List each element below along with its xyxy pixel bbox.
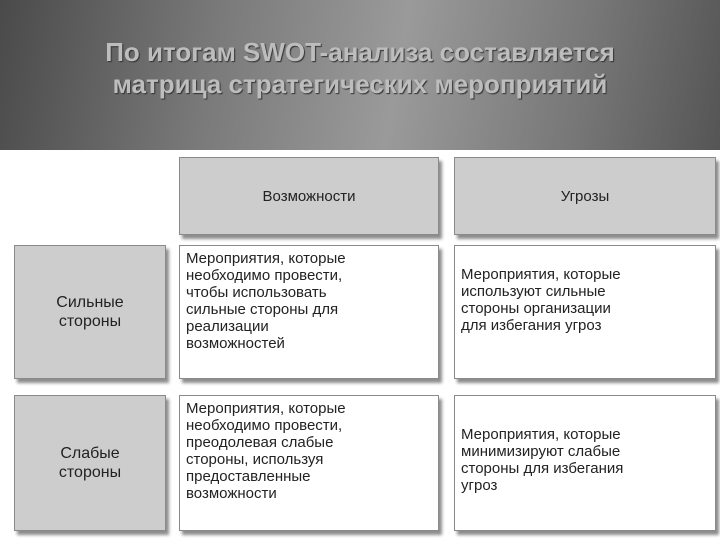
slide-title — [0, 36, 720, 100]
row-header-label: Сильные стороны — [56, 294, 124, 330]
cell-strengths-threats — [454, 245, 716, 379]
row-header-label: Слабые стороны — [58, 445, 122, 481]
cell-text: Мероприятия, которые используют сильные стороны организации для избегания угроз — [461, 266, 621, 334]
column-header-opportunities — [179, 157, 439, 235]
slide-title-line-1: По итогам SWOT-анализа составляется — [105, 37, 615, 67]
column-header-threats — [454, 157, 716, 235]
column-header-label: Возможности — [262, 187, 356, 205]
cell-text: Мероприятия, которые необходимо провести, преодолевая слабые стороны, используя предоставленные возможности — [186, 400, 346, 502]
cell-text: Мероприятия, которые необходимо провести, чтобы использовать сильные стороны для реализации возможностей — [186, 250, 346, 352]
cell-strengths-opportunities — [179, 245, 439, 379]
column-header-label: Угрозы — [560, 187, 610, 205]
row-header-strengths — [14, 245, 166, 379]
cell-weaknesses-threats — [454, 395, 716, 531]
slide-title-line-2: матрица стратегических мероприятий — [112, 69, 608, 99]
cell-text: Мероприятия, которые минимизируют слабые стороны для избегания угроз — [461, 426, 624, 494]
title-banner — [0, 0, 720, 150]
row-header-weaknesses — [14, 395, 166, 531]
cell-weaknesses-opportunities — [179, 395, 439, 531]
